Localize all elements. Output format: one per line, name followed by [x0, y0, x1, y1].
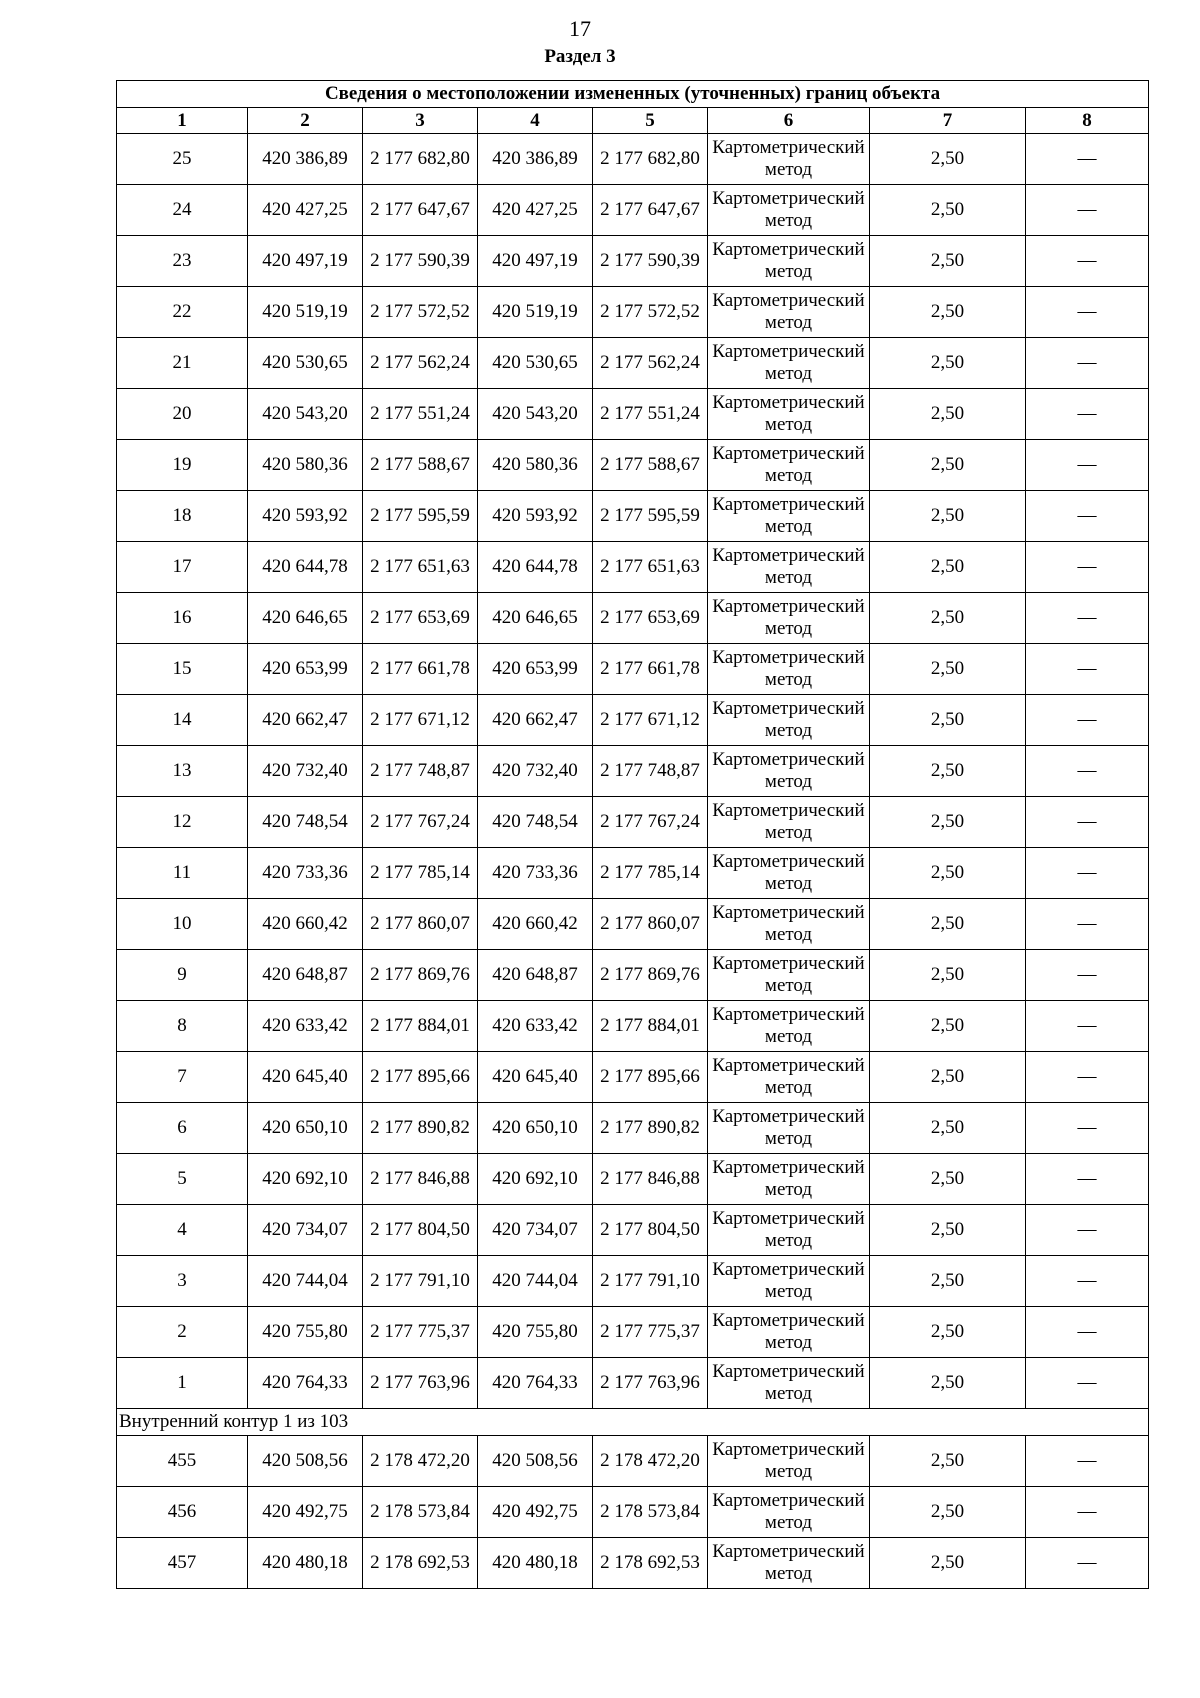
note-cell: — [1026, 1487, 1149, 1538]
existing-x-cell: 420 692,10 [248, 1154, 363, 1205]
method-cell: Картометрический метод [708, 542, 870, 593]
existing-x-cell: 420 633,42 [248, 1001, 363, 1052]
column-number: 6 [708, 108, 870, 134]
existing-y-cell: 2 178 472,20 [363, 1436, 478, 1487]
existing-y-cell: 2 177 562,24 [363, 338, 478, 389]
note-cell: — [1026, 389, 1149, 440]
table-caption: Сведения о местоположении измененных (уточненных) границ объекта [117, 81, 1149, 108]
method-cell: Картометрический метод [708, 1001, 870, 1052]
existing-y-cell: 2 177 682,80 [363, 134, 478, 185]
refined-x-cell: 420 764,33 [478, 1358, 593, 1409]
existing-y-cell: 2 177 661,78 [363, 644, 478, 695]
table-row [117, 950, 1149, 1001]
point-number-cell: 457 [117, 1538, 248, 1589]
refined-x-cell: 420 644,78 [478, 542, 593, 593]
refined-y-cell: 2 178 472,20 [593, 1436, 708, 1487]
note-cell: — [1026, 185, 1149, 236]
existing-y-cell: 2 177 884,01 [363, 1001, 478, 1052]
table-row [117, 338, 1149, 389]
method-cell: Картометрический метод [708, 848, 870, 899]
existing-x-cell: 420 650,10 [248, 1103, 363, 1154]
accuracy-cell: 2,50 [870, 1052, 1026, 1103]
note-cell: — [1026, 542, 1149, 593]
refined-x-cell: 420 648,87 [478, 950, 593, 1001]
existing-y-cell: 2 177 647,67 [363, 185, 478, 236]
note-cell: — [1026, 1052, 1149, 1103]
note-cell: — [1026, 1001, 1149, 1052]
inner-contour-header [117, 1409, 1149, 1436]
existing-y-cell: 2 177 572,52 [363, 287, 478, 338]
point-number-cell: 7 [117, 1052, 248, 1103]
existing-x-cell: 420 755,80 [248, 1307, 363, 1358]
existing-x-cell: 420 543,20 [248, 389, 363, 440]
method-cell: Картометрический метод [708, 1103, 870, 1154]
point-number-cell: 22 [117, 287, 248, 338]
table-row [117, 1205, 1149, 1256]
method-cell: Картометрический метод [708, 950, 870, 1001]
refined-y-cell: 2 177 748,87 [593, 746, 708, 797]
refined-x-cell: 420 386,89 [478, 134, 593, 185]
coordinates-table [116, 80, 1149, 1589]
point-number-cell: 11 [117, 848, 248, 899]
accuracy-cell: 2,50 [870, 185, 1026, 236]
method-cell: Картометрический метод [708, 1307, 870, 1358]
existing-y-cell: 2 177 869,76 [363, 950, 478, 1001]
section-title: Раздел 3 [544, 46, 616, 67]
accuracy-cell: 2,50 [870, 287, 1026, 338]
existing-x-cell: 420 732,40 [248, 746, 363, 797]
note-cell: — [1026, 1154, 1149, 1205]
existing-y-cell: 2 177 763,96 [363, 1358, 478, 1409]
existing-y-cell: 2 177 895,66 [363, 1052, 478, 1103]
existing-x-cell: 420 480,18 [248, 1538, 363, 1589]
note-cell: — [1026, 695, 1149, 746]
refined-x-cell: 420 748,54 [478, 797, 593, 848]
refined-x-cell: 420 692,10 [478, 1154, 593, 1205]
existing-y-cell: 2 177 651,63 [363, 542, 478, 593]
method-cell: Картометрический метод [708, 1358, 870, 1409]
refined-x-cell: 420 646,65 [478, 593, 593, 644]
point-number-cell: 10 [117, 899, 248, 950]
method-cell: Картометрический метод [708, 440, 870, 491]
refined-y-cell: 2 177 671,12 [593, 695, 708, 746]
point-number-cell: 18 [117, 491, 248, 542]
accuracy-cell: 2,50 [870, 1154, 1026, 1205]
point-number-cell: 455 [117, 1436, 248, 1487]
existing-y-cell: 2 177 595,59 [363, 491, 478, 542]
table-row [117, 1256, 1149, 1307]
accuracy-cell: 2,50 [870, 1307, 1026, 1358]
existing-y-cell: 2 177 775,37 [363, 1307, 478, 1358]
point-number-cell: 17 [117, 542, 248, 593]
accuracy-cell: 2,50 [870, 338, 1026, 389]
point-number-cell: 4 [117, 1205, 248, 1256]
point-number-cell: 3 [117, 1256, 248, 1307]
method-cell: Картометрический метод [708, 899, 870, 950]
refined-y-cell: 2 177 869,76 [593, 950, 708, 1001]
table-row [117, 389, 1149, 440]
method-cell: Картометрический метод [708, 695, 870, 746]
existing-x-cell: 420 645,40 [248, 1052, 363, 1103]
refined-y-cell: 2 177 590,39 [593, 236, 708, 287]
refined-y-cell: 2 177 653,69 [593, 593, 708, 644]
accuracy-cell: 2,50 [870, 1103, 1026, 1154]
accuracy-cell: 2,50 [870, 695, 1026, 746]
method-cell: Картометрический метод [708, 236, 870, 287]
refined-x-cell: 420 744,04 [478, 1256, 593, 1307]
note-cell: — [1026, 1538, 1149, 1589]
refined-y-cell: 2 177 661,78 [593, 644, 708, 695]
refined-y-cell: 2 177 884,01 [593, 1001, 708, 1052]
table-row [117, 185, 1149, 236]
accuracy-cell: 2,50 [870, 542, 1026, 593]
existing-x-cell: 420 648,87 [248, 950, 363, 1001]
table-row [117, 695, 1149, 746]
method-cell: Картометрический метод [708, 593, 870, 644]
refined-x-cell: 420 645,40 [478, 1052, 593, 1103]
note-cell: — [1026, 1103, 1149, 1154]
existing-x-cell: 420 662,47 [248, 695, 363, 746]
method-cell: Картометрический метод [708, 1052, 870, 1103]
table-row [117, 1436, 1149, 1487]
refined-x-cell: 420 733,36 [478, 848, 593, 899]
table-row [117, 287, 1149, 338]
column-number: 3 [363, 108, 478, 134]
existing-y-cell: 2 177 846,88 [363, 1154, 478, 1205]
method-cell: Картометрический метод [708, 1256, 870, 1307]
refined-y-cell: 2 177 651,63 [593, 542, 708, 593]
table-row [117, 644, 1149, 695]
refined-x-cell: 420 492,75 [478, 1487, 593, 1538]
existing-y-cell: 2 177 590,39 [363, 236, 478, 287]
accuracy-cell: 2,50 [870, 389, 1026, 440]
refined-x-cell: 420 732,40 [478, 746, 593, 797]
refined-y-cell: 2 177 647,67 [593, 185, 708, 236]
existing-y-cell: 2 177 785,14 [363, 848, 478, 899]
method-cell: Картометрический метод [708, 287, 870, 338]
accuracy-cell: 2,50 [870, 746, 1026, 797]
point-number-cell: 8 [117, 1001, 248, 1052]
existing-y-cell: 2 177 653,69 [363, 593, 478, 644]
point-number-cell: 24 [117, 185, 248, 236]
table-row [117, 134, 1149, 185]
method-cell: Картометрический метод [708, 338, 870, 389]
existing-x-cell: 420 593,92 [248, 491, 363, 542]
refined-y-cell: 2 177 791,10 [593, 1256, 708, 1307]
point-number-cell: 1 [117, 1358, 248, 1409]
method-cell: Картометрический метод [708, 134, 870, 185]
refined-y-cell: 2 177 682,80 [593, 134, 708, 185]
point-number-cell: 23 [117, 236, 248, 287]
point-number-cell: 14 [117, 695, 248, 746]
accuracy-cell: 2,50 [870, 797, 1026, 848]
note-cell: — [1026, 1205, 1149, 1256]
method-cell: Картометрический метод [708, 644, 870, 695]
accuracy-cell: 2,50 [870, 644, 1026, 695]
table-row [117, 1154, 1149, 1205]
method-cell: Картометрический метод [708, 389, 870, 440]
accuracy-cell: 2,50 [870, 1256, 1026, 1307]
existing-y-cell: 2 178 573,84 [363, 1487, 478, 1538]
accuracy-cell: 2,50 [870, 1538, 1026, 1589]
refined-y-cell: 2 177 767,24 [593, 797, 708, 848]
accuracy-cell: 2,50 [870, 440, 1026, 491]
refined-x-cell: 420 580,36 [478, 440, 593, 491]
accuracy-cell: 2,50 [870, 1001, 1026, 1052]
note-cell: — [1026, 1256, 1149, 1307]
point-number-cell: 21 [117, 338, 248, 389]
existing-x-cell: 420 744,04 [248, 1256, 363, 1307]
accuracy-cell: 2,50 [870, 950, 1026, 1001]
method-cell: Картометрический метод [708, 797, 870, 848]
note-cell: — [1026, 848, 1149, 899]
method-cell: Картометрический метод [708, 1205, 870, 1256]
refined-x-cell: 420 543,20 [478, 389, 593, 440]
note-cell: — [1026, 1358, 1149, 1409]
accuracy-cell: 2,50 [870, 1487, 1026, 1538]
note-cell: — [1026, 593, 1149, 644]
refined-x-cell: 420 755,80 [478, 1307, 593, 1358]
existing-x-cell: 420 386,89 [248, 134, 363, 185]
existing-x-cell: 420 644,78 [248, 542, 363, 593]
note-cell: — [1026, 1307, 1149, 1358]
note-cell: — [1026, 746, 1149, 797]
existing-x-cell: 420 519,19 [248, 287, 363, 338]
accuracy-cell: 2,50 [870, 1436, 1026, 1487]
table-row [117, 899, 1149, 950]
refined-x-cell: 420 519,19 [478, 287, 593, 338]
point-number-cell: 20 [117, 389, 248, 440]
note-cell: — [1026, 134, 1149, 185]
refined-y-cell: 2 177 572,52 [593, 287, 708, 338]
refined-y-cell: 2 177 895,66 [593, 1052, 708, 1103]
accuracy-cell: 2,50 [870, 134, 1026, 185]
table-row [117, 746, 1149, 797]
column-number: 8 [1026, 108, 1149, 134]
column-number-row [117, 108, 1149, 134]
refined-y-cell: 2 177 804,50 [593, 1205, 708, 1256]
refined-y-cell: 2 177 588,67 [593, 440, 708, 491]
refined-y-cell: 2 177 562,24 [593, 338, 708, 389]
table-row [117, 1001, 1149, 1052]
table-row [117, 491, 1149, 542]
existing-x-cell: 420 427,25 [248, 185, 363, 236]
existing-y-cell: 2 178 692,53 [363, 1538, 478, 1589]
table-row [117, 848, 1149, 899]
refined-y-cell: 2 177 846,88 [593, 1154, 708, 1205]
refined-y-cell: 2 177 763,96 [593, 1358, 708, 1409]
table-row [117, 1307, 1149, 1358]
point-number-cell: 6 [117, 1103, 248, 1154]
refined-x-cell: 420 508,56 [478, 1436, 593, 1487]
method-cell: Картометрический метод [708, 491, 870, 542]
refined-y-cell: 2 177 785,14 [593, 848, 708, 899]
refined-y-cell: 2 177 595,59 [593, 491, 708, 542]
accuracy-cell: 2,50 [870, 1358, 1026, 1409]
method-cell: Картометрический метод [708, 185, 870, 236]
refined-x-cell: 420 480,18 [478, 1538, 593, 1589]
method-cell: Картометрический метод [708, 1436, 870, 1487]
existing-y-cell: 2 177 804,50 [363, 1205, 478, 1256]
table-row [117, 440, 1149, 491]
point-number-cell: 16 [117, 593, 248, 644]
table-row [117, 1538, 1149, 1589]
existing-y-cell: 2 177 791,10 [363, 1256, 478, 1307]
existing-x-cell: 420 497,19 [248, 236, 363, 287]
refined-y-cell: 2 177 860,07 [593, 899, 708, 950]
refined-x-cell: 420 653,99 [478, 644, 593, 695]
existing-y-cell: 2 177 551,24 [363, 389, 478, 440]
existing-x-cell: 420 580,36 [248, 440, 363, 491]
existing-x-cell: 420 764,33 [248, 1358, 363, 1409]
point-number-cell: 12 [117, 797, 248, 848]
refined-y-cell: 2 177 551,24 [593, 389, 708, 440]
point-number-cell: 25 [117, 134, 248, 185]
page-number: 17 [569, 16, 591, 41]
inner-contour-label: Внутренний контур 1 из 103 [117, 1409, 1149, 1436]
existing-x-cell: 420 530,65 [248, 338, 363, 389]
table-row [117, 1487, 1149, 1538]
method-cell: Картометрический метод [708, 746, 870, 797]
refined-y-cell: 2 177 890,82 [593, 1103, 708, 1154]
accuracy-cell: 2,50 [870, 848, 1026, 899]
note-cell: — [1026, 899, 1149, 950]
refined-x-cell: 420 662,47 [478, 695, 593, 746]
outer-contour-rows [117, 134, 1149, 1409]
accuracy-cell: 2,50 [870, 491, 1026, 542]
column-number: 2 [248, 108, 363, 134]
refined-x-cell: 420 660,42 [478, 899, 593, 950]
column-number: 4 [478, 108, 593, 134]
point-number-cell: 15 [117, 644, 248, 695]
refined-x-cell: 420 650,10 [478, 1103, 593, 1154]
existing-y-cell: 2 177 588,67 [363, 440, 478, 491]
table-row [117, 542, 1149, 593]
existing-x-cell: 420 646,65 [248, 593, 363, 644]
existing-x-cell: 420 508,56 [248, 1436, 363, 1487]
note-cell: — [1026, 797, 1149, 848]
refined-y-cell: 2 177 775,37 [593, 1307, 708, 1358]
existing-x-cell: 420 660,42 [248, 899, 363, 950]
note-cell: — [1026, 440, 1149, 491]
existing-x-cell: 420 653,99 [248, 644, 363, 695]
table-row [117, 797, 1149, 848]
accuracy-cell: 2,50 [870, 1205, 1026, 1256]
point-number-cell: 9 [117, 950, 248, 1001]
column-number: 7 [870, 108, 1026, 134]
refined-y-cell: 2 178 692,53 [593, 1538, 708, 1589]
table-row [117, 593, 1149, 644]
refined-x-cell: 420 633,42 [478, 1001, 593, 1052]
inner-contour-rows [117, 1436, 1149, 1589]
table-row [117, 1052, 1149, 1103]
existing-x-cell: 420 748,54 [248, 797, 363, 848]
existing-x-cell: 420 492,75 [248, 1487, 363, 1538]
note-cell: — [1026, 950, 1149, 1001]
point-number-cell: 2 [117, 1307, 248, 1358]
refined-x-cell: 420 497,19 [478, 236, 593, 287]
note-cell: — [1026, 338, 1149, 389]
point-number-cell: 5 [117, 1154, 248, 1205]
existing-x-cell: 420 734,07 [248, 1205, 363, 1256]
refined-x-cell: 420 734,07 [478, 1205, 593, 1256]
table-row [117, 1103, 1149, 1154]
table-row [117, 236, 1149, 287]
refined-x-cell: 420 427,25 [478, 185, 593, 236]
refined-x-cell: 420 593,92 [478, 491, 593, 542]
existing-y-cell: 2 177 671,12 [363, 695, 478, 746]
existing-y-cell: 2 177 890,82 [363, 1103, 478, 1154]
method-cell: Картометрический метод [708, 1538, 870, 1589]
point-number-cell: 456 [117, 1487, 248, 1538]
note-cell: — [1026, 491, 1149, 542]
note-cell: — [1026, 236, 1149, 287]
accuracy-cell: 2,50 [870, 236, 1026, 287]
refined-x-cell: 420 530,65 [478, 338, 593, 389]
refined-y-cell: 2 178 573,84 [593, 1487, 708, 1538]
accuracy-cell: 2,50 [870, 899, 1026, 950]
existing-y-cell: 2 177 767,24 [363, 797, 478, 848]
note-cell: — [1026, 644, 1149, 695]
method-cell: Картометрический метод [708, 1154, 870, 1205]
column-number: 5 [593, 108, 708, 134]
accuracy-cell: 2,50 [870, 593, 1026, 644]
method-cell: Картометрический метод [708, 1487, 870, 1538]
existing-y-cell: 2 177 860,07 [363, 899, 478, 950]
existing-x-cell: 420 733,36 [248, 848, 363, 899]
point-number-cell: 13 [117, 746, 248, 797]
table-row [117, 1358, 1149, 1409]
column-number: 1 [117, 108, 248, 134]
point-number-cell: 19 [117, 440, 248, 491]
note-cell: — [1026, 1436, 1149, 1487]
note-cell: — [1026, 287, 1149, 338]
existing-y-cell: 2 177 748,87 [363, 746, 478, 797]
